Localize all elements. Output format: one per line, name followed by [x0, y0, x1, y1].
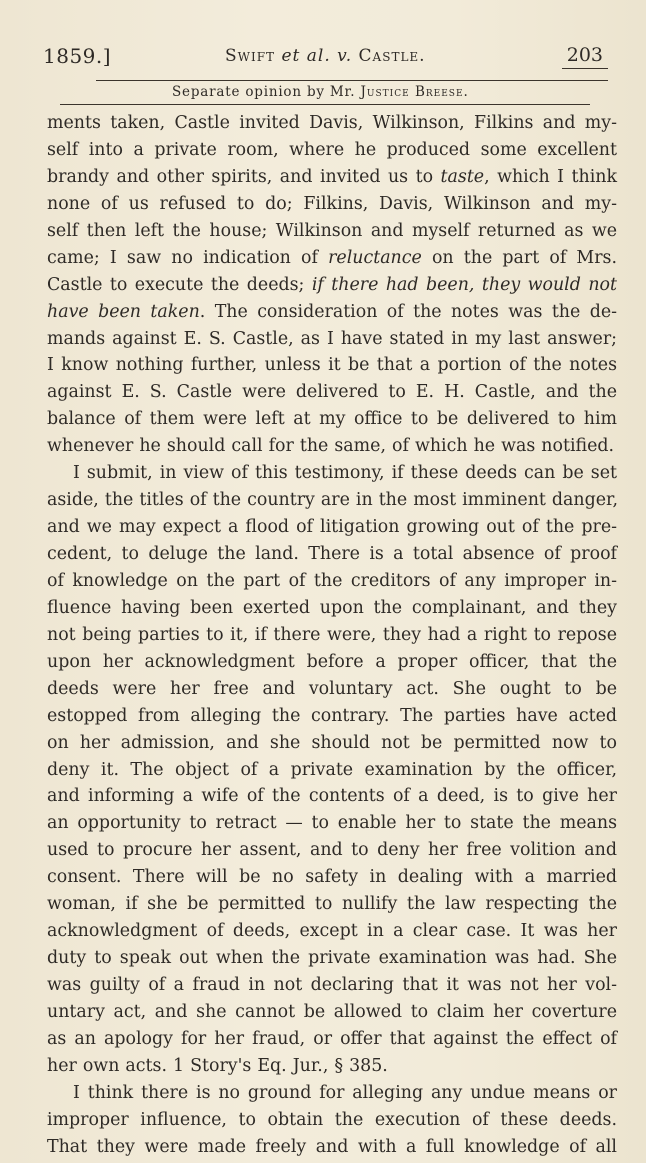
text-line: mands against E. S. Castle, as I have stated in my last answer; [47, 328, 617, 349]
text-line: I know nothing further, unless it be that a portion of the notes [47, 355, 617, 376]
text-line: untary act, and she cannot be allowed to claim her coverture [47, 1001, 617, 1022]
text-line: none of us refused to do; Filkins, Davis, Wilkinson and my- [47, 193, 617, 214]
subheader-rule [60, 104, 590, 105]
text-line: woman, if she be permitted to nullify the law respecting the [47, 894, 617, 915]
text-line: deeds were her free and voluntary act. She ought to be [47, 678, 617, 699]
text-line: ments taken, Castle invited Davis, Wilkinson, Filkins and my- [47, 113, 617, 133]
text-line: self then left the house; Wilkinson and myself returned as we [47, 220, 617, 241]
text-line: as an apology for her fraud, or offer that against the effect of [47, 1028, 617, 1049]
text-line: on her admission, and she should not be permitted now to [47, 732, 617, 753]
text-line: came; I saw no indication of reluctance on the part of Mrs. [47, 247, 618, 268]
text-line: estopped from alleging the contrary. The parties have acted [47, 705, 617, 726]
text-line: Castle to execute the deeds; if there had been, they would not [47, 274, 617, 295]
text-line: and informing a wife of the contents of a deed, is to give her [47, 786, 617, 807]
text-line: acknowledgment of deeds, except in a clear case. It was her [47, 921, 617, 942]
text-line: duty to speak out when the private examination was had. She [47, 948, 617, 969]
text-line: not being parties to it, if there were, they had a right to repose [47, 624, 617, 645]
text-line: was guilty of a fraud in not declaring that it was not her vol- [47, 975, 617, 995]
header-rule-long [96, 80, 608, 81]
text-line: aside, the titles of the country are in the most imminent danger, [47, 490, 618, 511]
text-line: improper influence, to obtain the execution of these deeds. [47, 1109, 617, 1130]
text-line: upon her acknowledgment before a proper officer, that the [47, 651, 617, 672]
text-line: and we may expect a flood of litigation growing out of the pre- [47, 517, 617, 538]
text-line: her own acts. 1 Story's Eq. Jur., § 385. [47, 1055, 388, 1076]
text-line: cedent, to deluge the land. There is a total absence of proof [47, 544, 617, 564]
text-line: an opportunity to retract — to enable her to state the means [47, 813, 617, 834]
text-line: have been taken. The consideration of the notes was the de- [47, 301, 617, 322]
running-header [43, 44, 613, 78]
text-line: fluence having been exerted upon the complainant, and they [47, 597, 617, 618]
header-case-title: Swift et al. v. Castle. [225, 46, 426, 66]
text-line: of knowledge on the part of the creditors of any improper in- [47, 570, 617, 591]
text-line: That they were made freely and with a full knowledge of all [47, 1136, 617, 1157]
text-line: consent. There will be no safety in dealing with a married [47, 867, 617, 888]
text-line: deny it. The object of a private examination by the officer, [47, 759, 617, 780]
opinion-body-text [47, 110, 617, 1161]
text-line: balance of them were left at my office to be delivered to him [47, 409, 617, 430]
text-line: I think there is no ground for alleging any undue means or [73, 1082, 617, 1103]
opinion-subheader: Separate opinion by Mr. Justice Breese. [172, 84, 469, 100]
text-line: self into a private room, where he produced some excellent [47, 139, 617, 160]
text-line: brandy and other spirits, and invited us to taste, which I think [47, 166, 617, 187]
header-year: 1859.] [43, 44, 112, 68]
text-line: I submit, in view of this testimony, if these deeds can be set [73, 463, 617, 484]
text-line: whenever he should call for the same, of which he was notified. [47, 436, 615, 457]
text-line: against E. S. Castle were delivered to E. H. Castle, and the [47, 382, 617, 403]
text-line: used to procure her assent, and to deny her free volition and [47, 840, 617, 861]
header-rule-short [562, 68, 608, 69]
page-number: 203 [566, 44, 603, 66]
